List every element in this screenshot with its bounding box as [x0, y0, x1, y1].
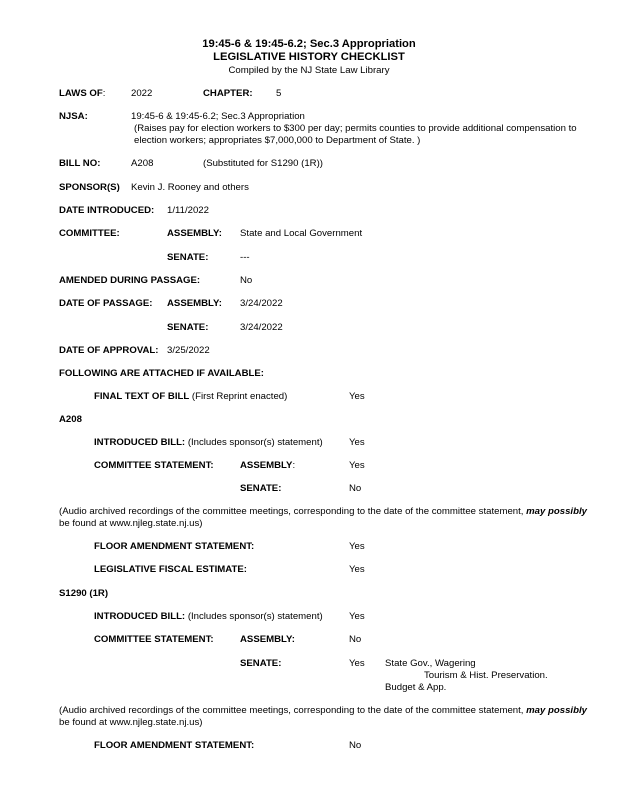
a208-fiscal-estimate-label: LEGISLATIVE FISCAL ESTIMATE:: [94, 564, 247, 575]
njsa-label: NJSA:: [59, 111, 88, 122]
passage-senate-value: 3/24/2022: [240, 322, 283, 333]
audio-note-text: (Audio archived recordings of the committee meetings, corresponding to the date of the committee statement,: [59, 506, 524, 517]
passage-assembly-label: ASSEMBLY:: [167, 298, 222, 309]
committee-assembly-value: State and Local Government: [240, 228, 363, 239]
s1290-assembly-label: ASSEMBLY:: [240, 634, 295, 645]
date-of-passage-label: DATE OF PASSAGE:: [59, 298, 153, 309]
a208-committee-label: COMMITTEE STATEMENT:: [94, 460, 214, 471]
s1290-senate-committee-2: Tourism & Hist. Preservation.: [424, 670, 548, 681]
passage-assembly-value: 3/24/2022: [240, 298, 283, 309]
njsa-description-line-1: (Raises pay for election workers to $300 per day; permits counties to provide additional compensation to: [134, 123, 577, 134]
a208-floor-amendment-value: Yes: [349, 541, 365, 552]
compiled-by: Compiled by the NJ State Law Library: [228, 65, 390, 76]
audio-note-line-1: [59, 506, 587, 518]
s1290-introduced-value: Yes: [349, 611, 365, 622]
attached-documents-heading: FOLLOWING ARE ATTACHED IF AVAILABLE:: [59, 368, 264, 379]
date-introduced-label: DATE INTRODUCED:: [59, 205, 155, 216]
a208-floor-amendment-label: FLOOR AMENDMENT STATEMENT:: [94, 541, 255, 552]
document-subtitle: LEGISLATIVE HISTORY CHECKLIST: [213, 51, 405, 63]
chapter-value: 5: [276, 88, 282, 99]
audio-note-2-emphasis: may possibly: [526, 705, 587, 716]
s1290-committee-label: COMMITTEE STATEMENT:: [94, 634, 214, 645]
s1290-introduced-note: (Includes sponsor(s) statement): [187, 611, 323, 622]
laws-of-value: 2022: [131, 88, 153, 99]
s1290-senate-label: SENATE:: [240, 658, 282, 669]
s1290-assembly-value: No: [349, 634, 362, 645]
final-text-note: (First Reprint enacted): [191, 391, 288, 402]
date-of-approval-label: DATE OF APPROVAL:: [59, 345, 159, 356]
final-text-label: FINAL TEXT OF BILL: [94, 391, 190, 402]
final-text-value: Yes: [349, 391, 365, 402]
committee-senate-value: ---: [240, 252, 250, 263]
a208-assembly-value: Yes: [349, 460, 365, 471]
s1290-floor-amendment-value: No: [349, 740, 362, 751]
s1290-senate-committee-3: Budget & App.: [385, 682, 447, 693]
a208-introduced-label: INTRODUCED BILL:: [94, 437, 186, 448]
audio-note-2-text: (Audio archived recordings of the committee meetings, corresponding to the date of the committee statement,: [59, 705, 524, 716]
a208-introduced-note: (Includes sponsor(s) statement): [187, 437, 323, 448]
a208-assembly-label-row: [240, 460, 295, 472]
chapter-label: CHAPTER:: [203, 88, 253, 99]
a208-heading: A208: [59, 414, 82, 425]
sponsor-value: Kevin J. Rooney and others: [131, 182, 249, 193]
audio-note-2-line-2: be found at www.njleg.state.nj.us): [59, 717, 203, 728]
laws-of-label: [59, 88, 105, 100]
committee-senate-label: SENATE:: [167, 252, 209, 263]
a208-senate-label: SENATE:: [240, 483, 282, 494]
s1290-introduced-label: INTRODUCED BILL:: [94, 611, 186, 622]
passage-senate-label: SENATE:: [167, 322, 209, 333]
s1290-senate-value: Yes: [349, 658, 365, 669]
bill-no-value: A208: [131, 158, 154, 169]
date-of-approval-value: 3/25/2022: [167, 345, 210, 356]
laws-of-colon: :: [102, 88, 106, 99]
s1290-heading: S1290 (1R): [59, 588, 109, 599]
audio-note-2-line-1: [59, 705, 587, 717]
njsa-value: 19:45-6 & 19:45-6.2; Sec.3 Appropriation: [131, 111, 305, 122]
a208-introduced-value: Yes: [349, 437, 365, 448]
a208-fiscal-estimate-value: Yes: [349, 564, 365, 575]
laws-of-label-text: LAWS OF: [59, 88, 103, 99]
a208-senate-value: No: [349, 483, 362, 494]
sponsor-label: SPONSOR(S): [59, 182, 120, 193]
amended-label: AMENDED DURING PASSAGE:: [59, 275, 201, 286]
a208-assembly-colon: :: [292, 460, 296, 471]
audio-note-line-2: be found at www.njleg.state.nj.us): [59, 518, 203, 529]
committee-label: COMMITTEE:: [59, 228, 120, 239]
bill-no-substitution-note: (Substituted for S1290 (1R)): [203, 158, 323, 169]
a208-introduced-row: [94, 437, 323, 449]
committee-assembly-label: ASSEMBLY:: [167, 228, 222, 239]
a208-assembly-label: ASSEMBLY: [240, 460, 293, 471]
s1290-senate-committee-1: State Gov., Wagering: [385, 658, 476, 669]
document-title: 19:45-6 & 19:45-6.2; Sec.3 Appropriation: [202, 38, 416, 50]
njsa-description-line-2: election workers; appropriates $7,000,000 to Department of State. ): [134, 135, 421, 146]
s1290-introduced-row: [94, 611, 323, 623]
amended-value: No: [240, 275, 253, 286]
audio-note-emphasis: may possibly: [526, 506, 587, 517]
date-introduced-value: 1/11/2022: [167, 205, 209, 216]
s1290-floor-amendment-label: FLOOR AMENDMENT STATEMENT:: [94, 740, 255, 751]
bill-no-label: BILL NO:: [59, 158, 101, 169]
final-text-row: [94, 391, 287, 403]
